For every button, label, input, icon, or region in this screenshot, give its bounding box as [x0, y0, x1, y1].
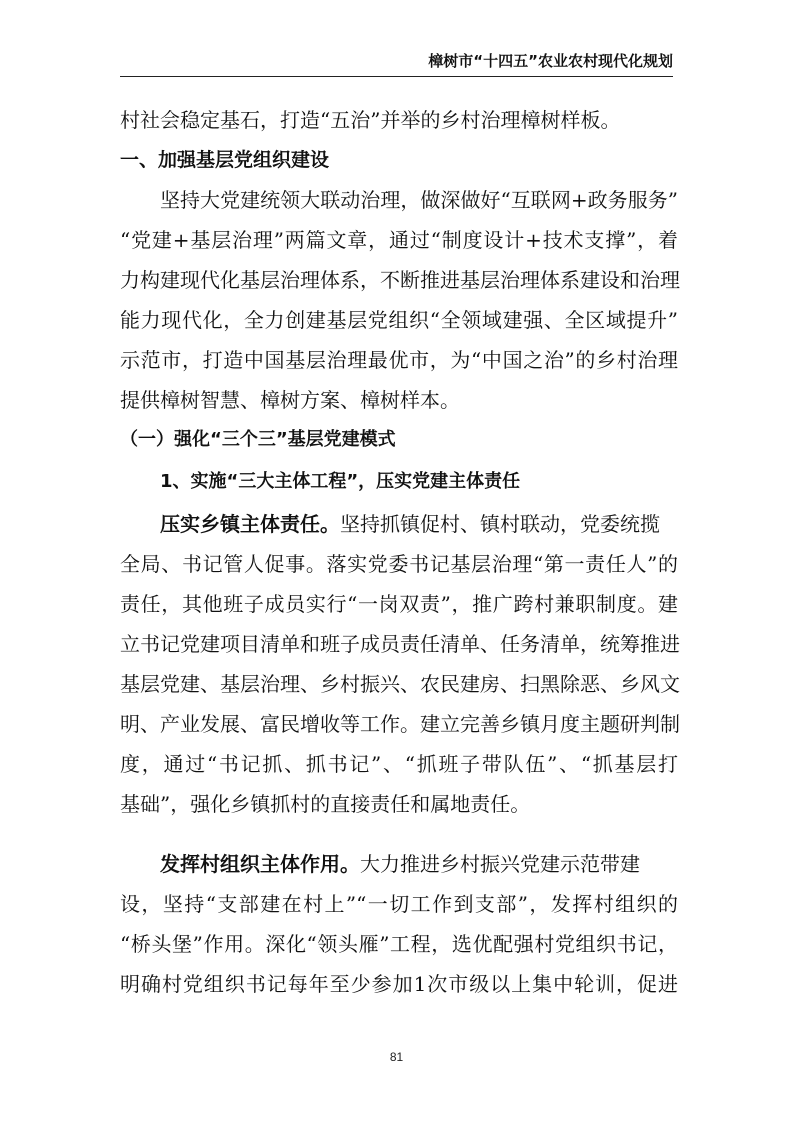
paragraph-lead: 压实乡镇主体责任。	[160, 512, 340, 536]
header-title: 樟树市“十四五”农业农村现代化规划	[428, 52, 673, 70]
paragraph-line: 全局、书记管人促事。落实党委书记基层治理“第一责任人”的	[120, 552, 678, 576]
section-heading: 一、加强基层党组织建设	[120, 149, 330, 171]
paragraph-line: 示范市，打造中国基层治理最优市，为“中国之治”的乡村治理	[120, 348, 678, 372]
paragraph-line: 村社会稳定基石，打造“五治”并举的乡村治理樟树样板。	[120, 108, 621, 132]
paragraph-line: 坚持大党建统领大联动治理，做深做好“互联网+政务服务”	[160, 188, 678, 212]
paragraph-line: “桥头堡”作用。深化“领头雁”工程，选优配强村党组织书记，	[120, 932, 678, 956]
page-number: 81	[389, 1050, 404, 1064]
paragraph-line: 提供樟树智慧、樟树方案、樟树样本。	[120, 388, 460, 412]
paragraph-line: “党建+基层治理”两篇文章，通过“制度设计+技术支撑”，着	[120, 228, 678, 252]
paragraph-line	[160, 844, 640, 884]
paragraph-line: 能力现代化，全力创建基层党组织“全领域建强、全区域提升”	[120, 308, 678, 332]
paragraph-line	[160, 504, 660, 544]
paragraph-line: 明确村党组织书记每年至少参加1次市级以上集中轮训，促进	[120, 972, 678, 996]
paragraph-line: 基层党建、基层治理、乡村振兴、农民建房、扫黑除恶、乡风文	[120, 672, 680, 696]
paragraph-line: 立书记党建项目清单和班子成员责任清单、任务清单，统筹推进	[120, 632, 680, 656]
paragraph-line: 度，通过“书记抓、抓书记”、“抓班子带队伍”、“抓基层打	[120, 752, 678, 776]
sub-subsection-heading: 1、实施“三大主体工程”，压实党建主体责任	[160, 471, 521, 492]
paragraph-text: 坚持抓镇促村、镇村联动，党委统揽	[340, 512, 660, 536]
running-header	[120, 48, 673, 77]
paragraph-line: 基础”，强化乡镇抓村的直接责任和属地责任。	[120, 792, 531, 816]
paragraph-lead: 发挥村组织主体作用。	[160, 852, 360, 876]
subsection-heading: （一）强化“三个三”基层党建模式	[120, 429, 396, 450]
paragraph-line: 明、产业发展、富民增收等工作。建立完善乡镇月度主题研判制	[120, 712, 680, 736]
paragraph-line: 设，坚持“支部建在村上”“一切工作到支部”，发挥村组织的	[120, 892, 678, 916]
paragraph-line: 责任，其他班子成员实行“一岗双责”，推广跨村兼职制度。建	[120, 592, 678, 616]
paragraph-text: 大力推进乡村振兴党建示范带建	[360, 852, 640, 876]
paragraph-line: 力构建现代化基层治理体系，不断推进基层治理体系建设和治理	[120, 268, 680, 292]
